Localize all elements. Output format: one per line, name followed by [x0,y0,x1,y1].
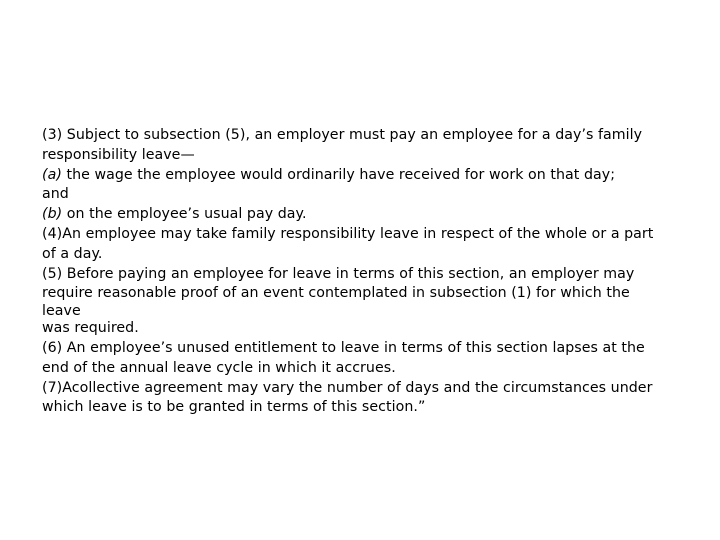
item-b-text: on the employee’s usual pay day. [66,206,307,223]
text-line-6-1: (6) An employee’s unused entitlement to leave in terms of this section lapses at the [42,339,645,356]
text-line-6-2: end of the annual leave cycle in which it accrues. [42,359,396,376]
text-line-7-1: (7)Acollective agreement may vary the number of days and the circumstances under [42,379,653,396]
legal-text-block [42,126,682,418]
text-line-5-3: leave [42,303,81,320]
text-line-7-2: which leave is to be granted in terms of this section.” [42,399,426,416]
item-marker-b: (b) [42,206,63,223]
text-line-4-2: of a day. [42,245,103,262]
text-line-5-1: (5) Before paying an employee for leave in terms of this section, an employer may [42,265,635,282]
text-line-5-2: require reasonable proof of an event contemplated in subsection (1) for which the [42,285,630,302]
text-line-3-1: (3) Subject to subsection (5), an employer must pay an employee for a day’s family [42,127,643,143]
text-line-4-1: (4)An employee may take family responsibility leave in respect of the whole or a part [42,225,654,242]
text-line-a [42,166,682,186]
text-line-b [42,205,682,225]
text-line-5-4: was required. [42,320,139,337]
text-line-and: and [42,186,69,203]
item-marker-a: (a) [42,166,62,183]
item-a-text: the wage the employee would ordinarily have received for work on that day; [66,166,616,183]
text-line-3-2: responsibility leave— [42,146,195,163]
